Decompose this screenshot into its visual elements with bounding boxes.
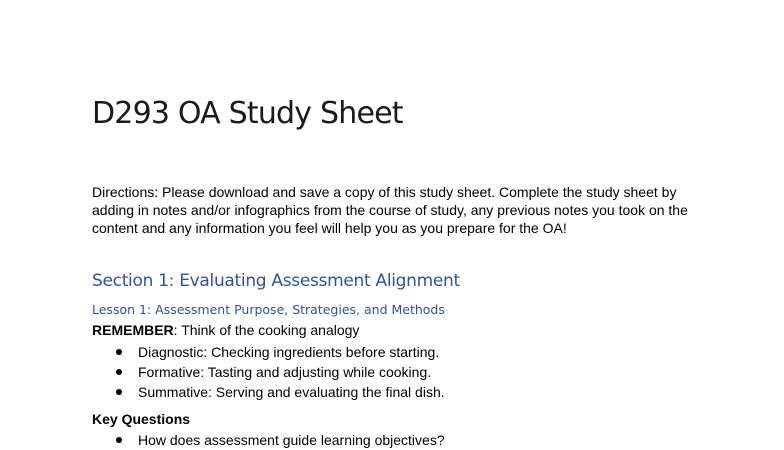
list-item-diagnostic: Diagnostic: Checking ingredients before starting. <box>92 342 445 362</box>
key-questions-list <box>92 430 445 450</box>
directions-paragraph: Directions: Please download and save a copy of this study sheet. Complete the study sheet by adding in notes and/or infographics from the course of study, any previous notes you took on the content and any information you feel will help you as you prepare for the OA! <box>92 184 688 236</box>
document-title: D293 OA Study Sheet <box>92 96 403 131</box>
list-item-summative: Summative: Serving and evaluating the final dish. <box>92 382 445 402</box>
remember-label: REMEMBER <box>92 322 174 338</box>
section-heading: Section 1: Evaluating Assessment Alignment <box>92 271 460 291</box>
key-questions-heading: Key Questions <box>92 411 191 427</box>
remember-text: : Think of the cooking analogy <box>173 322 360 338</box>
remember-line <box>92 322 359 339</box>
list-item-key-question: How does assessment guide learning objectives? <box>92 430 445 450</box>
analogy-bullet-list <box>92 342 445 402</box>
lesson-heading: Lesson 1: Assessment Purpose, Strategies, and Methods <box>92 302 445 317</box>
list-item-formative: Formative: Tasting and adjusting while cooking. <box>92 362 445 382</box>
